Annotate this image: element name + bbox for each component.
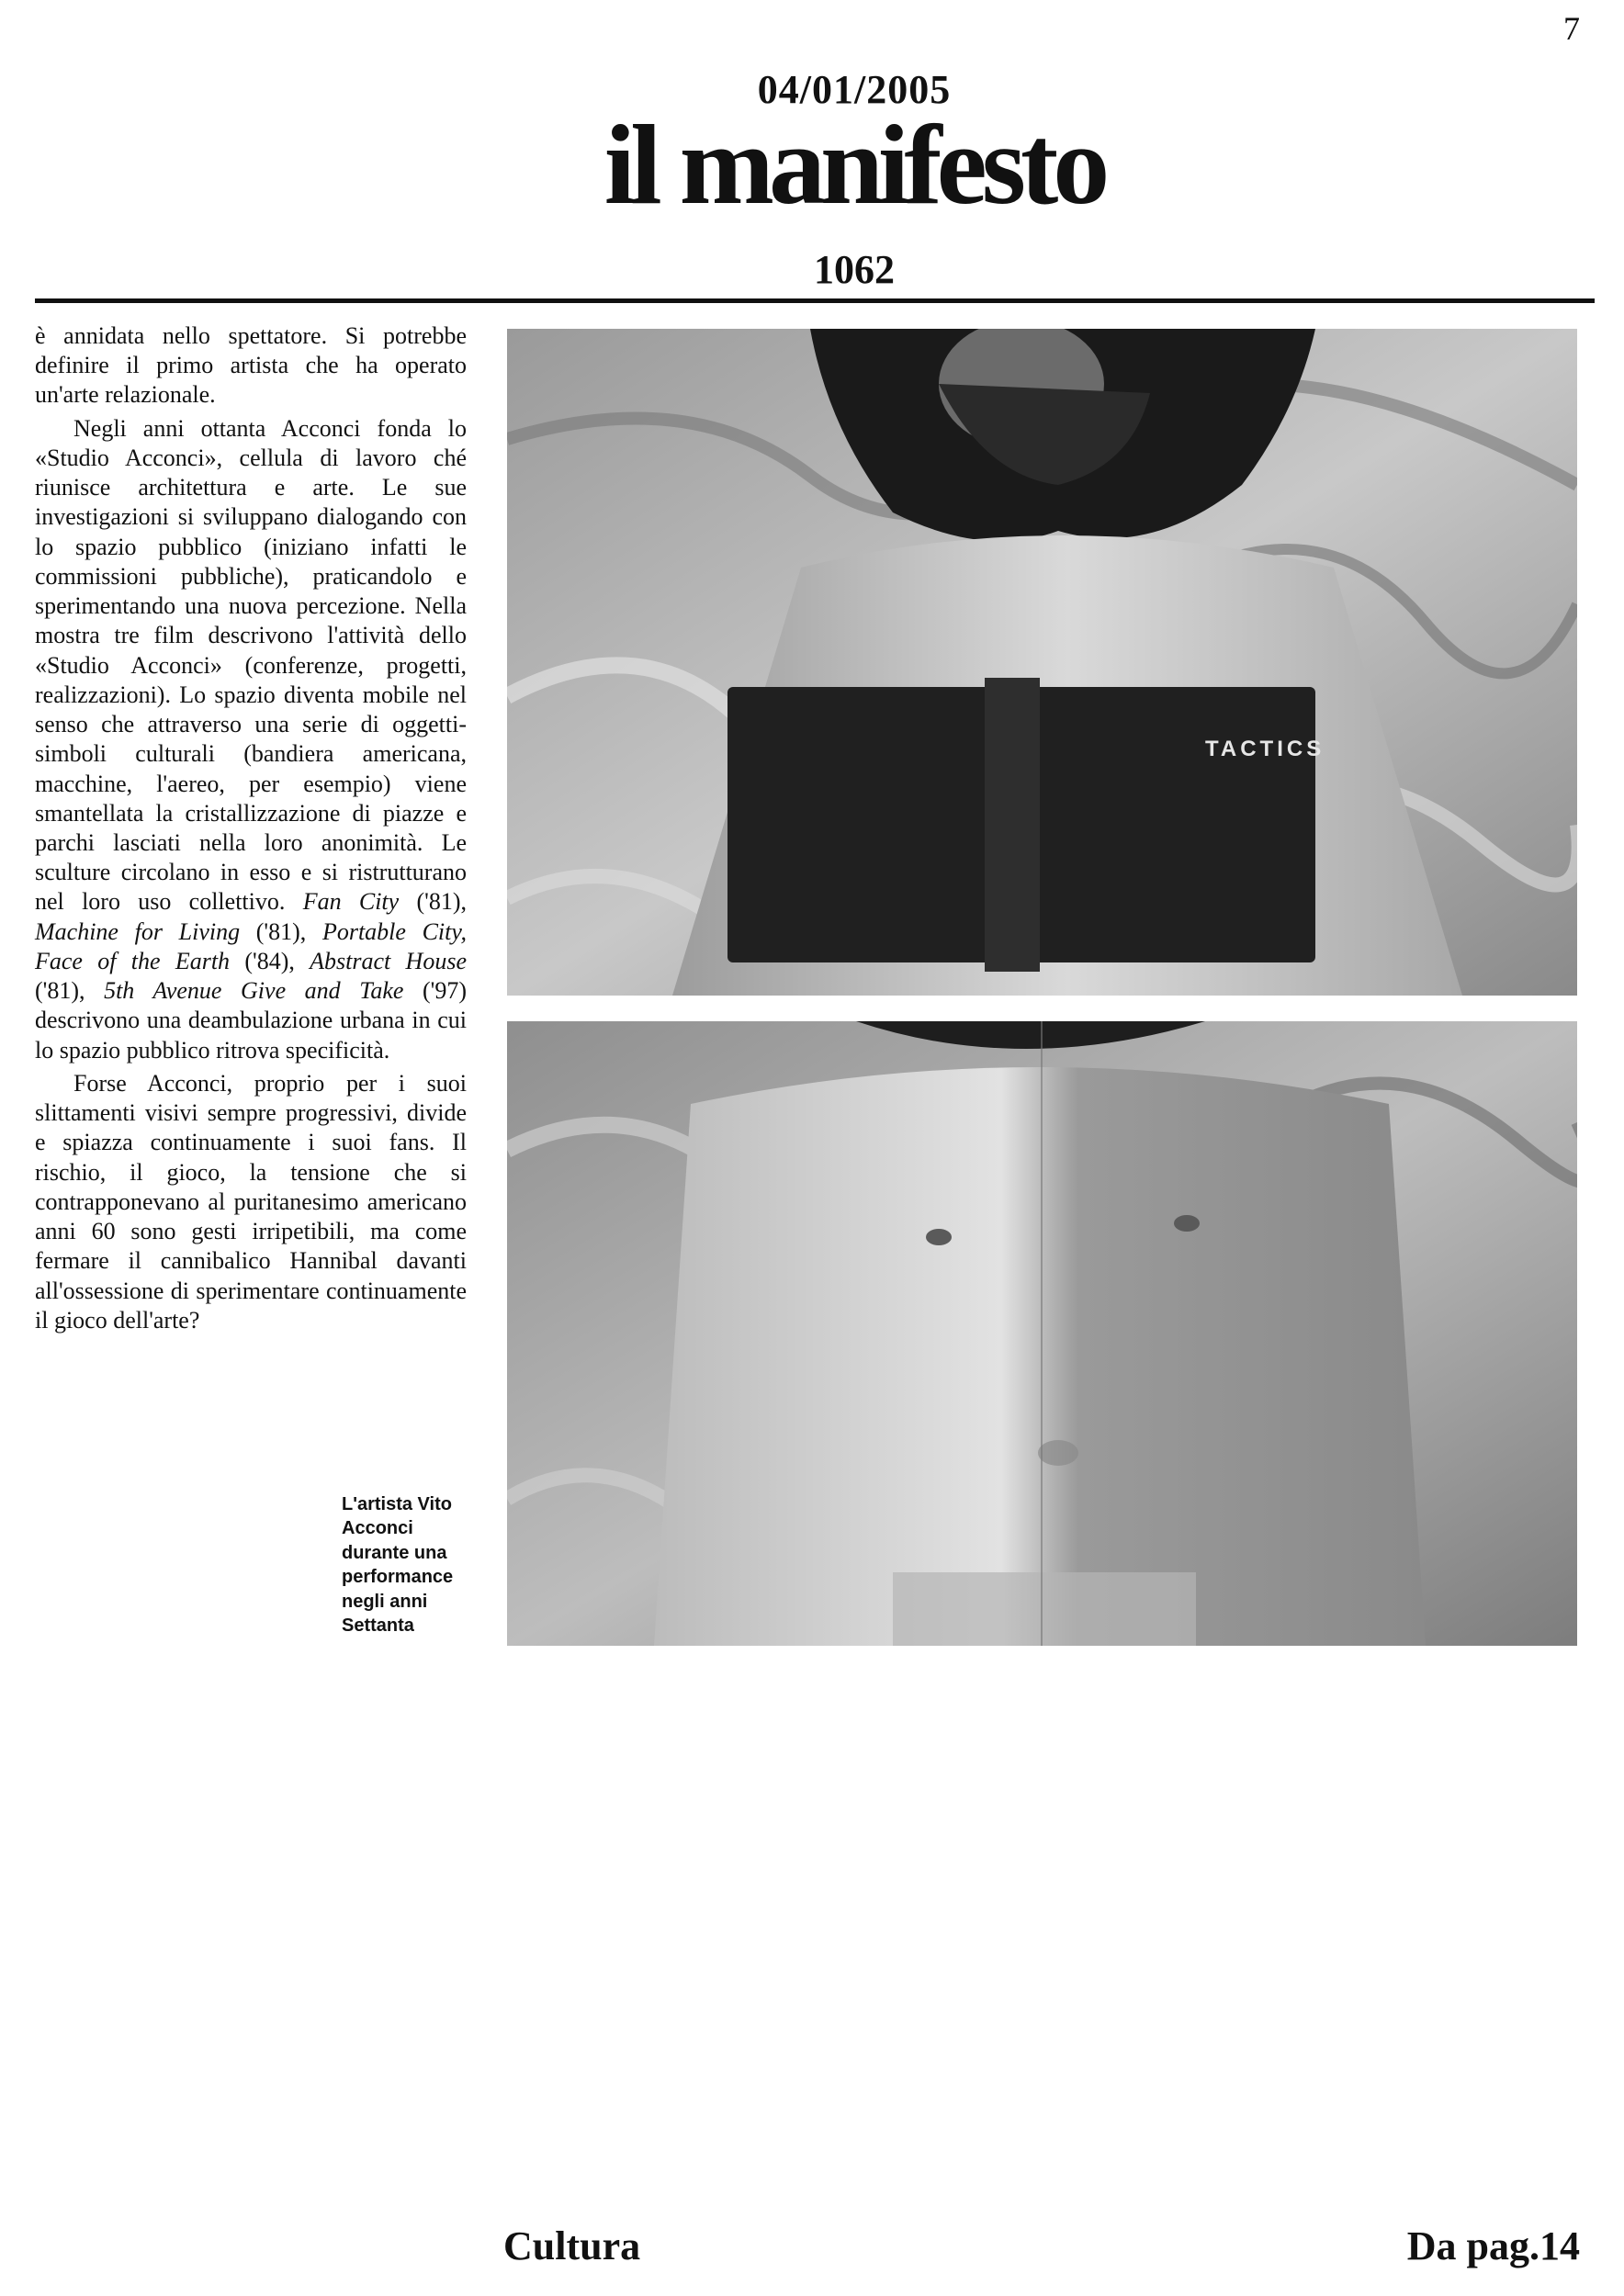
work-year-1: ('81), xyxy=(399,888,468,916)
masthead: il manifesto xyxy=(603,102,1105,228)
article-column xyxy=(35,321,467,1335)
performance-photo-top-image xyxy=(507,329,1577,996)
article-paragraph-2-end: descrivono una deambulazione urbana in cui lo spazio pubblico ritrova specificità. xyxy=(35,1007,467,1064)
article-paragraph-1: è annidata nello spettatore. Si potrebbe definire il primo artista che ha operato un'arte relazionale. xyxy=(35,322,467,409)
book-label: TACTICS xyxy=(1205,737,1325,761)
article-paragraph-2-text: Negli anni ottanta Acconci fonda lo «Studio Acconci», cellula di lavoro ché riunisce architettura e arte. Le sue investigazioni si sviluppano dialogando con lo spazio pubblico (iniziano infatti le commissioni pubbliche), praticandolo e sperimentando una nuova percezione. Nella mostra tre film descrivono l'attività dello «Studio Acconci» (conferenze, progetti, realizzazioni). Lo spazio diventa mobile nel senso che attraverso una serie di oggetti-simboli culturali (bandiera americana, macchine, l'aereo, per esempio) viene smantellata la cristallizzazione di piazze e parchi lasciati nella loro anonimità. Le sculture circolano in esso e si ristrutturano nel loro uso collettivo. xyxy=(35,414,467,916)
work-title-5: 5th Avenue Give and Take xyxy=(104,977,404,1005)
work-year-4: ('81), xyxy=(35,977,105,1005)
header-rule xyxy=(35,298,1595,303)
work-title-3: Portable City, Face of the Earth xyxy=(35,917,467,974)
footer-section-label: Cultura xyxy=(503,2223,641,2268)
work-title-2: Machine for Living xyxy=(35,917,241,945)
work-year-3: ('84), xyxy=(230,947,310,974)
performance-photo-bottom xyxy=(507,1021,1577,1646)
page-number: 7 xyxy=(1563,10,1580,47)
article-paragraph-2 xyxy=(35,414,467,1065)
footer-page-reference: Da pag.14 xyxy=(1406,2223,1580,2268)
work-year-2: ('81), xyxy=(240,917,322,945)
article-paragraph-3: Forse Acconci, proprio per i suoi slittamenti visivi sempre progressivi, divide e spiazza continuamente i suoi fans. Il rischio, il gioco, la tensione che si contrapponevano al puritanesimo americano anni 60 sono gesti irripetibili, ma come fermare il cannibalico Hannibal davanti all'ossessione di sperimentare continuamente il gioco dell'arte? xyxy=(35,1069,467,1334)
work-title-1: Fan City xyxy=(302,888,400,916)
work-year-5: ('97) xyxy=(403,977,467,1005)
work-title-4: Abstract House xyxy=(310,947,467,974)
issue-number: 1062 xyxy=(814,247,895,292)
performance-photo-top xyxy=(507,329,1577,996)
performance-photo-bottom-image xyxy=(507,1021,1577,1646)
header-date: 04/01/2005 xyxy=(757,67,952,112)
photo-caption: L'artista Vito Acconci durante una performance negli anni Settanta xyxy=(342,1494,454,1636)
